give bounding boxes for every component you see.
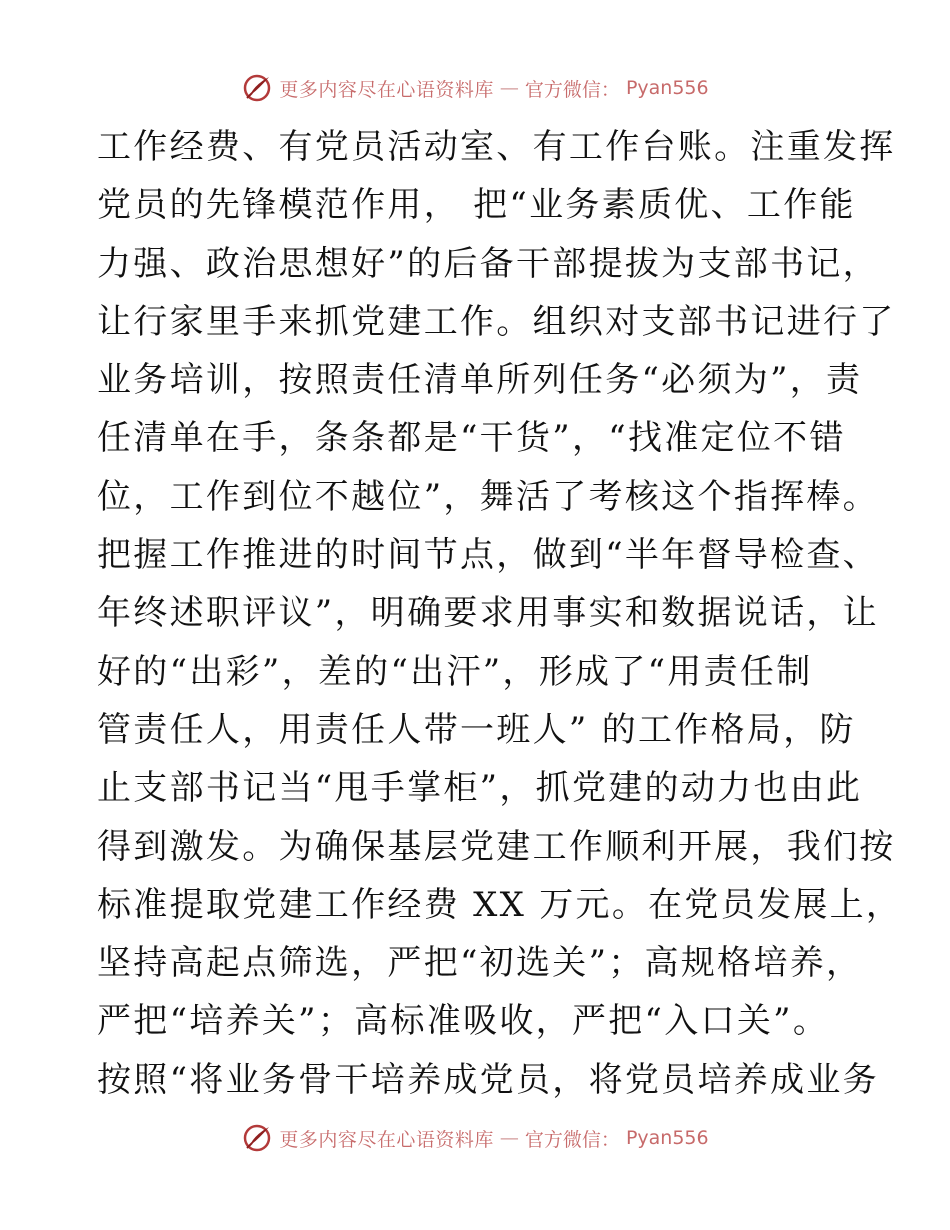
- footer-watermark: [0, 1122, 950, 1154]
- quill-logo-icon: [241, 1122, 273, 1154]
- text-line: 标准提取党建工作经费 XX 万元。在党员发展上，: [97, 884, 903, 925]
- watermark-separator: —: [499, 1127, 519, 1149]
- text-line: 党员的先锋模范作用， 把“业务素质优、工作能: [97, 185, 856, 226]
- text-line: 好的“出彩”，差的“出汗”，形成了“用责任制: [97, 651, 813, 692]
- text-line: 管责任人，用责任人带一班人” 的工作格局，防: [97, 709, 856, 750]
- watermark-wechat-label: 官方微信：: [524, 78, 620, 101]
- watermark-text: 更多内容尽在心语资料库: [279, 78, 494, 101]
- watermark-wechat-label: 官方微信：: [524, 1128, 620, 1151]
- text-line: 得到激发。为确保基层党建工作顺利开展，我们按: [97, 826, 896, 867]
- text-line: 力强、政治思想好”的后备干部提拔为支部书记，: [97, 243, 879, 284]
- text-line: 任清单在手，条条都是“干货”，“找准定位不错: [97, 418, 846, 459]
- quill-logo-icon: [241, 72, 273, 104]
- header-watermark: [0, 72, 950, 104]
- watermark-wechat-id: Pyan556: [625, 77, 709, 99]
- document-body: [97, 118, 903, 1109]
- watermark-wechat-id: Pyan556: [625, 1127, 709, 1149]
- watermark-text: 更多内容尽在心语资料库: [279, 1128, 494, 1151]
- text-line: 坚持高起点筛选，严把“初选关”；高规格培养，: [97, 943, 863, 984]
- text-line: 工作经费、有党员活动室、有工作台账。注重发挥: [97, 127, 896, 167]
- text-line: 止支部书记当“甩手掌柜”，抓党建的动力也由此: [97, 768, 863, 809]
- text-line: 严把“培养关”；高标准吸收，严把“入口关”。: [97, 1001, 830, 1042]
- text-line: 把握工作推进的时间节点，做到“半年督导检查、: [97, 535, 879, 576]
- text-line: 位，工作到位不越位”，舞活了考核这个指挥棒。: [97, 476, 879, 517]
- text-line: 年终述职评议”，明确要求用事实和数据说话，让: [97, 593, 879, 634]
- text-line: 业务培训，按照责任清单所列任务“必须为”，责: [97, 360, 863, 401]
- text-line: 让行家里手来抓党建工作。组织对支部书记进行了: [97, 301, 896, 342]
- text-line: 按照“将业务骨干培养成党员，将党员培养成业务: [97, 1059, 879, 1100]
- watermark-separator: —: [499, 77, 519, 99]
